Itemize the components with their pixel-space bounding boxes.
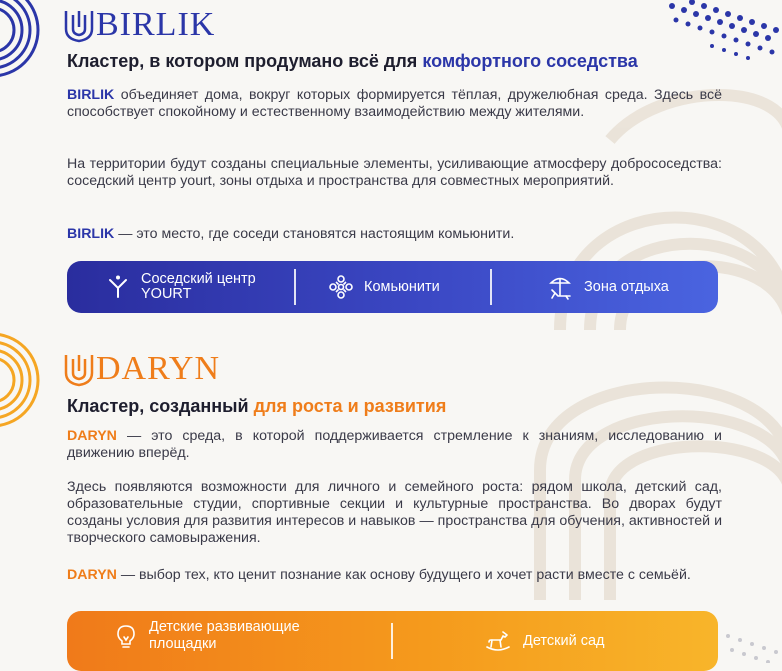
daryn-paragraph-1 — [67, 428, 722, 462]
daryn-paragraph-1-text: — это среда, в которой поддерживается стремление к знаниям, исследованию и движению вперёд. — [67, 428, 722, 461]
feature-playgrounds-line2: площадки — [149, 636, 217, 652]
birlik-paragraph-2: На территории будут созданы специальные элементы, усиливающие атмосферу добрососедства: соседский центр yourt, зоны отдыха и пространства для совместных мероприятий. — [67, 156, 722, 189]
feature-yourt-label — [141, 272, 256, 302]
daryn-logo-text: DARYN — [96, 350, 221, 387]
feature-yourt-line1: Соседский центр — [141, 271, 256, 287]
yourt-icon — [105, 274, 131, 300]
feature-lounge — [492, 261, 718, 313]
lightbulb-icon — [113, 623, 139, 649]
daryn-heading-prefix: Кластер, созданный — [67, 396, 254, 416]
feature-playgrounds — [67, 611, 391, 671]
feature-lounge-label: Зона отдыха — [584, 278, 669, 295]
feature-kindergarten-label: Детский сад — [523, 632, 605, 649]
feature-community-label: Комьюнити — [364, 278, 440, 295]
daryn-paragraph-3-text: — выбор тех, кто ценит познание как основу будущего и хочет расти вместе с семьёй. — [116, 567, 691, 583]
daryn-emblem-icon — [62, 351, 96, 387]
feature-yourt-line2: YOURT — [141, 286, 192, 302]
birlik-features-bar — [67, 261, 718, 313]
daryn-features-bar — [67, 611, 718, 671]
daryn-brand-name: DARYN — [67, 428, 117, 444]
birlik-brand-name: BIRLIK — [67, 87, 115, 103]
birlik-paragraph-1 — [67, 87, 722, 121]
daryn-heading — [67, 396, 446, 417]
lounge-chair-icon — [548, 274, 574, 300]
birlik-heading-prefix: Кластер, в котором продумано всё для — [67, 51, 423, 71]
feature-kindergarten — [393, 611, 718, 671]
rocking-horse-icon — [483, 628, 513, 654]
birlik-logo — [62, 6, 215, 44]
daryn-heading-highlight: для роста и развития — [253, 396, 447, 416]
birlik-logo-text: BIRLIK — [96, 6, 216, 43]
community-icon — [328, 274, 354, 300]
birlik-brand-name: BIRLIK — [67, 226, 115, 242]
birlik-heading — [67, 51, 638, 72]
daryn-paragraph-2: Здесь появляются возможности для личного и семейного роста: рядом школа, детский сад, образовательные студии, спортивные секции и культурные пространства. Во дворах будут созданы условия для развития интересов и навыков — пространства для обучения, активностей и творческого самовыражения. — [67, 479, 722, 546]
birlik-paragraph-3 — [67, 226, 722, 243]
daryn-logo — [62, 350, 220, 388]
feature-yourt — [67, 261, 294, 313]
birlik-paragraph-1-text: объединяет дома, вокруг которых формируется тёплая, дружелюбная среда. Здесь всё способствует спокойному и естественному взаимодействию между жителями. — [67, 87, 722, 120]
birlik-emblem-icon — [62, 7, 96, 43]
feature-community — [296, 261, 490, 313]
feature-playgrounds-line1: Детские развивающие — [149, 619, 300, 635]
daryn-paragraph-3 — [67, 567, 722, 584]
birlik-paragraph-3-text: — это место, где соседи становятся настоящим комьюнити. — [114, 226, 515, 242]
daryn-brand-name: DARYN — [67, 567, 117, 583]
feature-playgrounds-label — [149, 619, 300, 653]
birlik-heading-highlight: комфортного соседства — [422, 51, 638, 71]
